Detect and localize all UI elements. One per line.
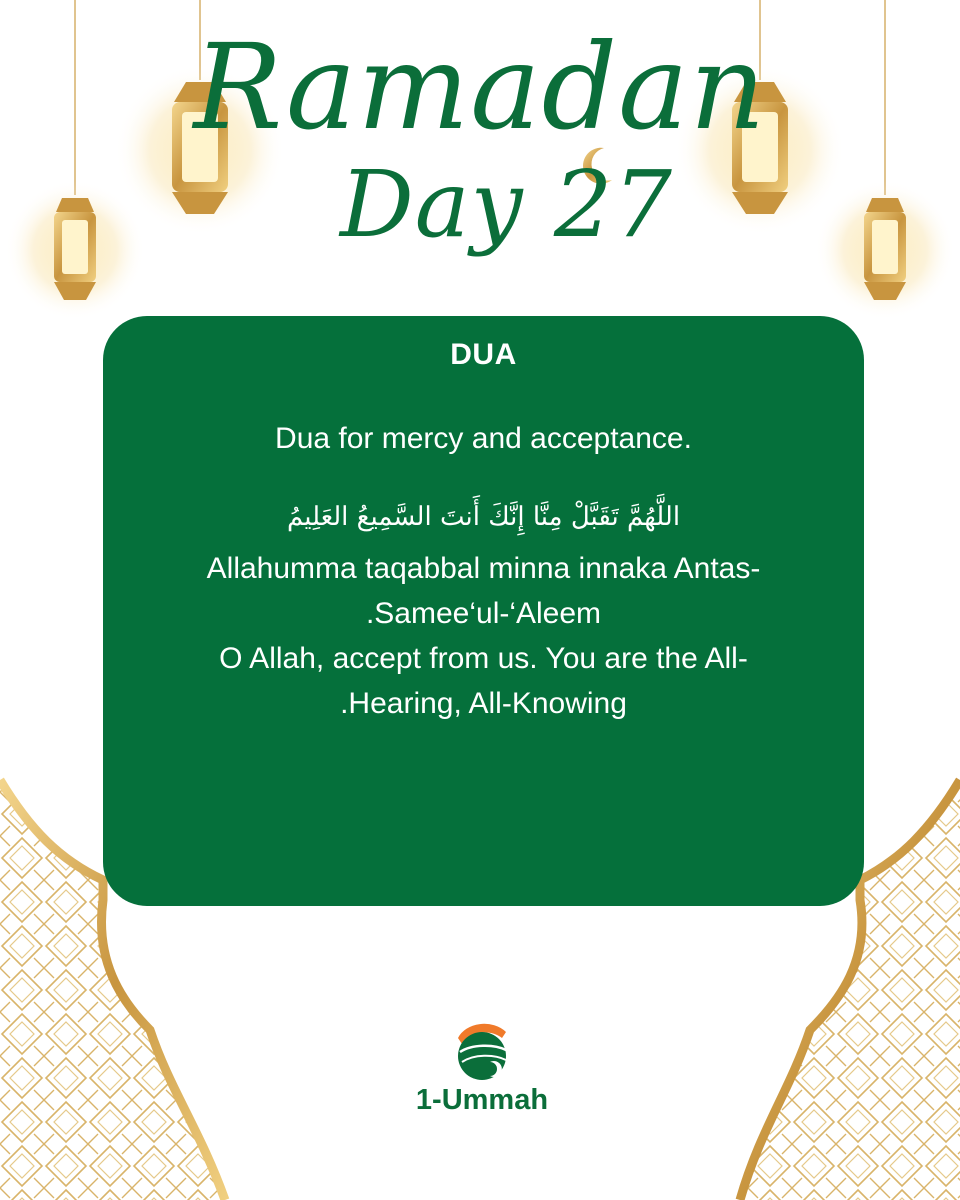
translation-line: .Hearing, All-Knowing xyxy=(340,687,627,720)
dua-intro: Dua for mercy and acceptance. xyxy=(275,422,692,455)
dua-arabic: اللَّهُمَّ تَقَبَّلْ مِنَّا إِنَّكَ أَنتَ السَّمِيعُ العَلِيمُ xyxy=(286,502,681,532)
crescent-globe-icon xyxy=(450,1018,514,1082)
title-day: Day 27 xyxy=(340,151,673,258)
title-ramadan: Ramadan xyxy=(193,18,767,156)
transliteration-line: .Samee‘ul-‘Aleem xyxy=(365,597,602,630)
translation-line: O Allah, accept from us. You are the All- xyxy=(219,642,748,675)
dua-text xyxy=(143,546,824,726)
brand-logo xyxy=(402,1018,562,1118)
brand-name: 1-Ummah xyxy=(415,1084,549,1116)
card-heading: DUA xyxy=(450,338,517,371)
dua-card xyxy=(103,316,864,906)
transliteration-line: Allahumma taqabbal minna innaka Antas- xyxy=(206,552,761,585)
